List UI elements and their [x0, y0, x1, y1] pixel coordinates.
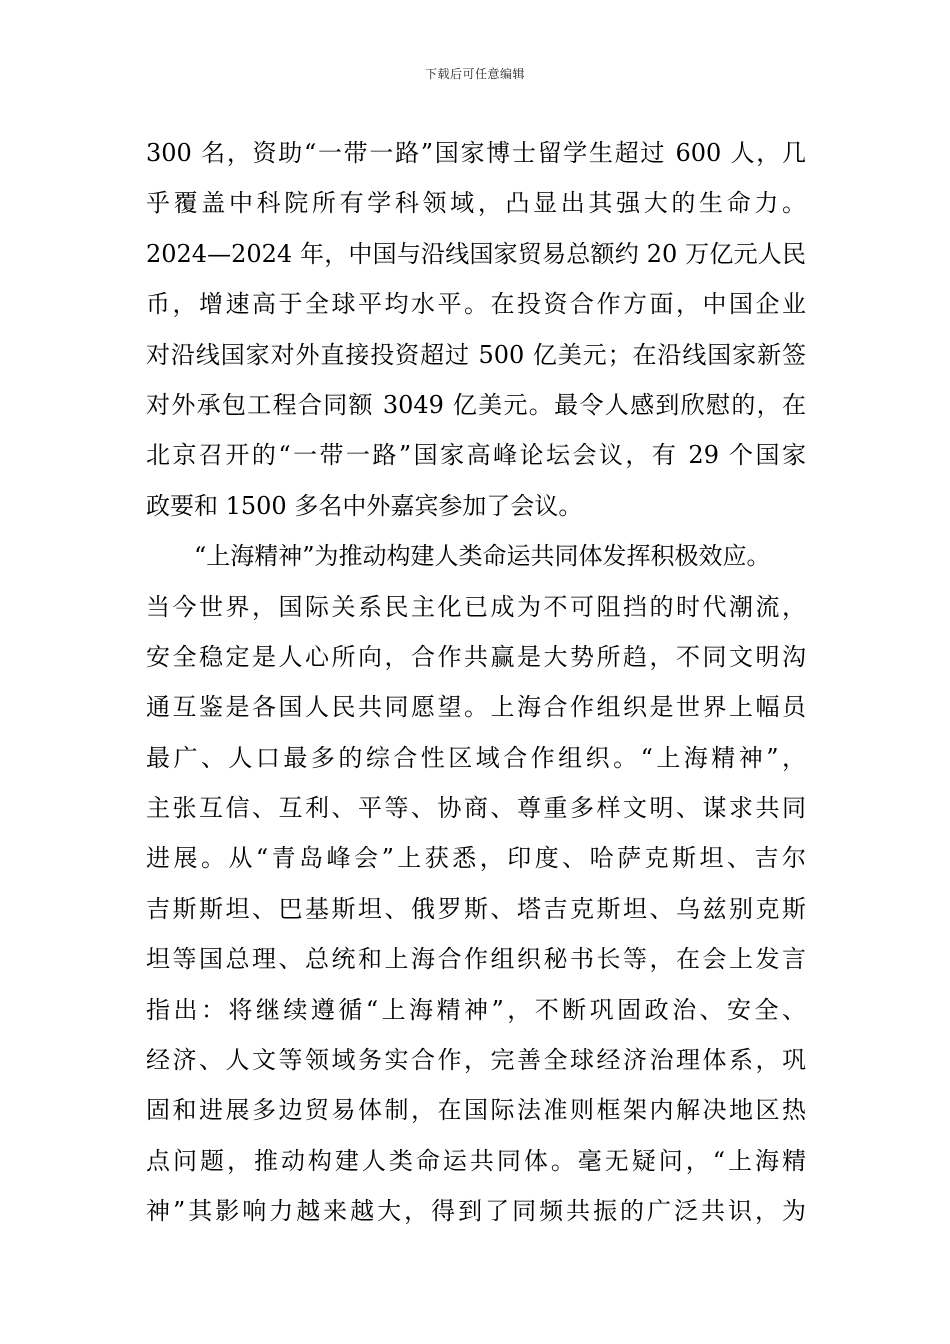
text-line: 进展。从“青岛峰会”上获悉，印度、哈萨克斯坦、吉尔: [146, 844, 806, 873]
text-line: 当今世界，国际关系民主化已成为不可阻挡的时代潮流，: [146, 592, 806, 621]
text-line: 对沿线国家对外直接投资超过 500 亿美元；在沿线国家新签: [146, 340, 806, 369]
text-line: 坦等国总理、总统和上海合作组织秘书长等，在会上发言: [146, 945, 806, 974]
text-line: 对外承包工程合同额 3049 亿美元。最令人感到欣慰的，在: [146, 390, 806, 419]
text-line: 币，增速高于全球平均水平。在投资合作方面，中国企业: [146, 290, 806, 319]
body-text: [146, 128, 806, 1237]
text-line: 神”其影响力越来越大，得到了同频共振的广泛共识，为: [146, 1197, 806, 1226]
text-line: 北京召开的“一带一路”国家高峰论坛会议，有 29 个国家: [146, 441, 806, 470]
text-line: 安全稳定是人心所向，合作共赢是大势所趋，不同文明沟: [146, 642, 806, 671]
paragraph-2: [146, 531, 806, 1236]
text-line: 经济、人文等领域务实合作，完善全球经济治理体系，巩: [146, 1046, 806, 1075]
text-line: 点问题，推动构建人类命运共同体。毫无疑问，“上海精: [146, 1146, 806, 1175]
text-line: 300 名，资助“一带一路”国家博士留学生超过 600 人，几: [146, 139, 806, 167]
text-line: 固和进展多边贸易体制，在国际法准则框架内解决地区热: [146, 1096, 806, 1125]
text-line: 通互鉴是各国人民共同愿望。上海合作组织是世界上幅员: [146, 693, 806, 722]
text-line: 最广、人口最多的综合性区域合作组织。“上海精神”，: [146, 743, 806, 772]
text-line: 乎覆盖中科院所有学科领域，凸显出其强大的生命力。: [146, 189, 806, 218]
text-line: 主张互信、互利、平等、协商、尊重多样文明、谋求共同: [146, 794, 806, 823]
paragraph-1: [146, 128, 806, 531]
text-line: 吉斯斯坦、巴基斯坦、俄罗斯、塔吉克斯坦、乌兹别克斯: [146, 894, 806, 923]
text-line: 2024—2024 年，中国与沿线国家贸易总额约 20 万亿元人民: [146, 239, 806, 268]
page-header: 下载后可任意编辑: [424, 67, 525, 81]
text-line: 政要和 1500 多名中外嘉宾参加了会议。: [146, 491, 583, 520]
text-line: 指出：将继续遵循“上海精神”，不断巩固政治、安全、: [146, 995, 806, 1024]
text-line: “上海精神”为推动构建人类命运共同体发挥积极效应。: [194, 542, 771, 571]
